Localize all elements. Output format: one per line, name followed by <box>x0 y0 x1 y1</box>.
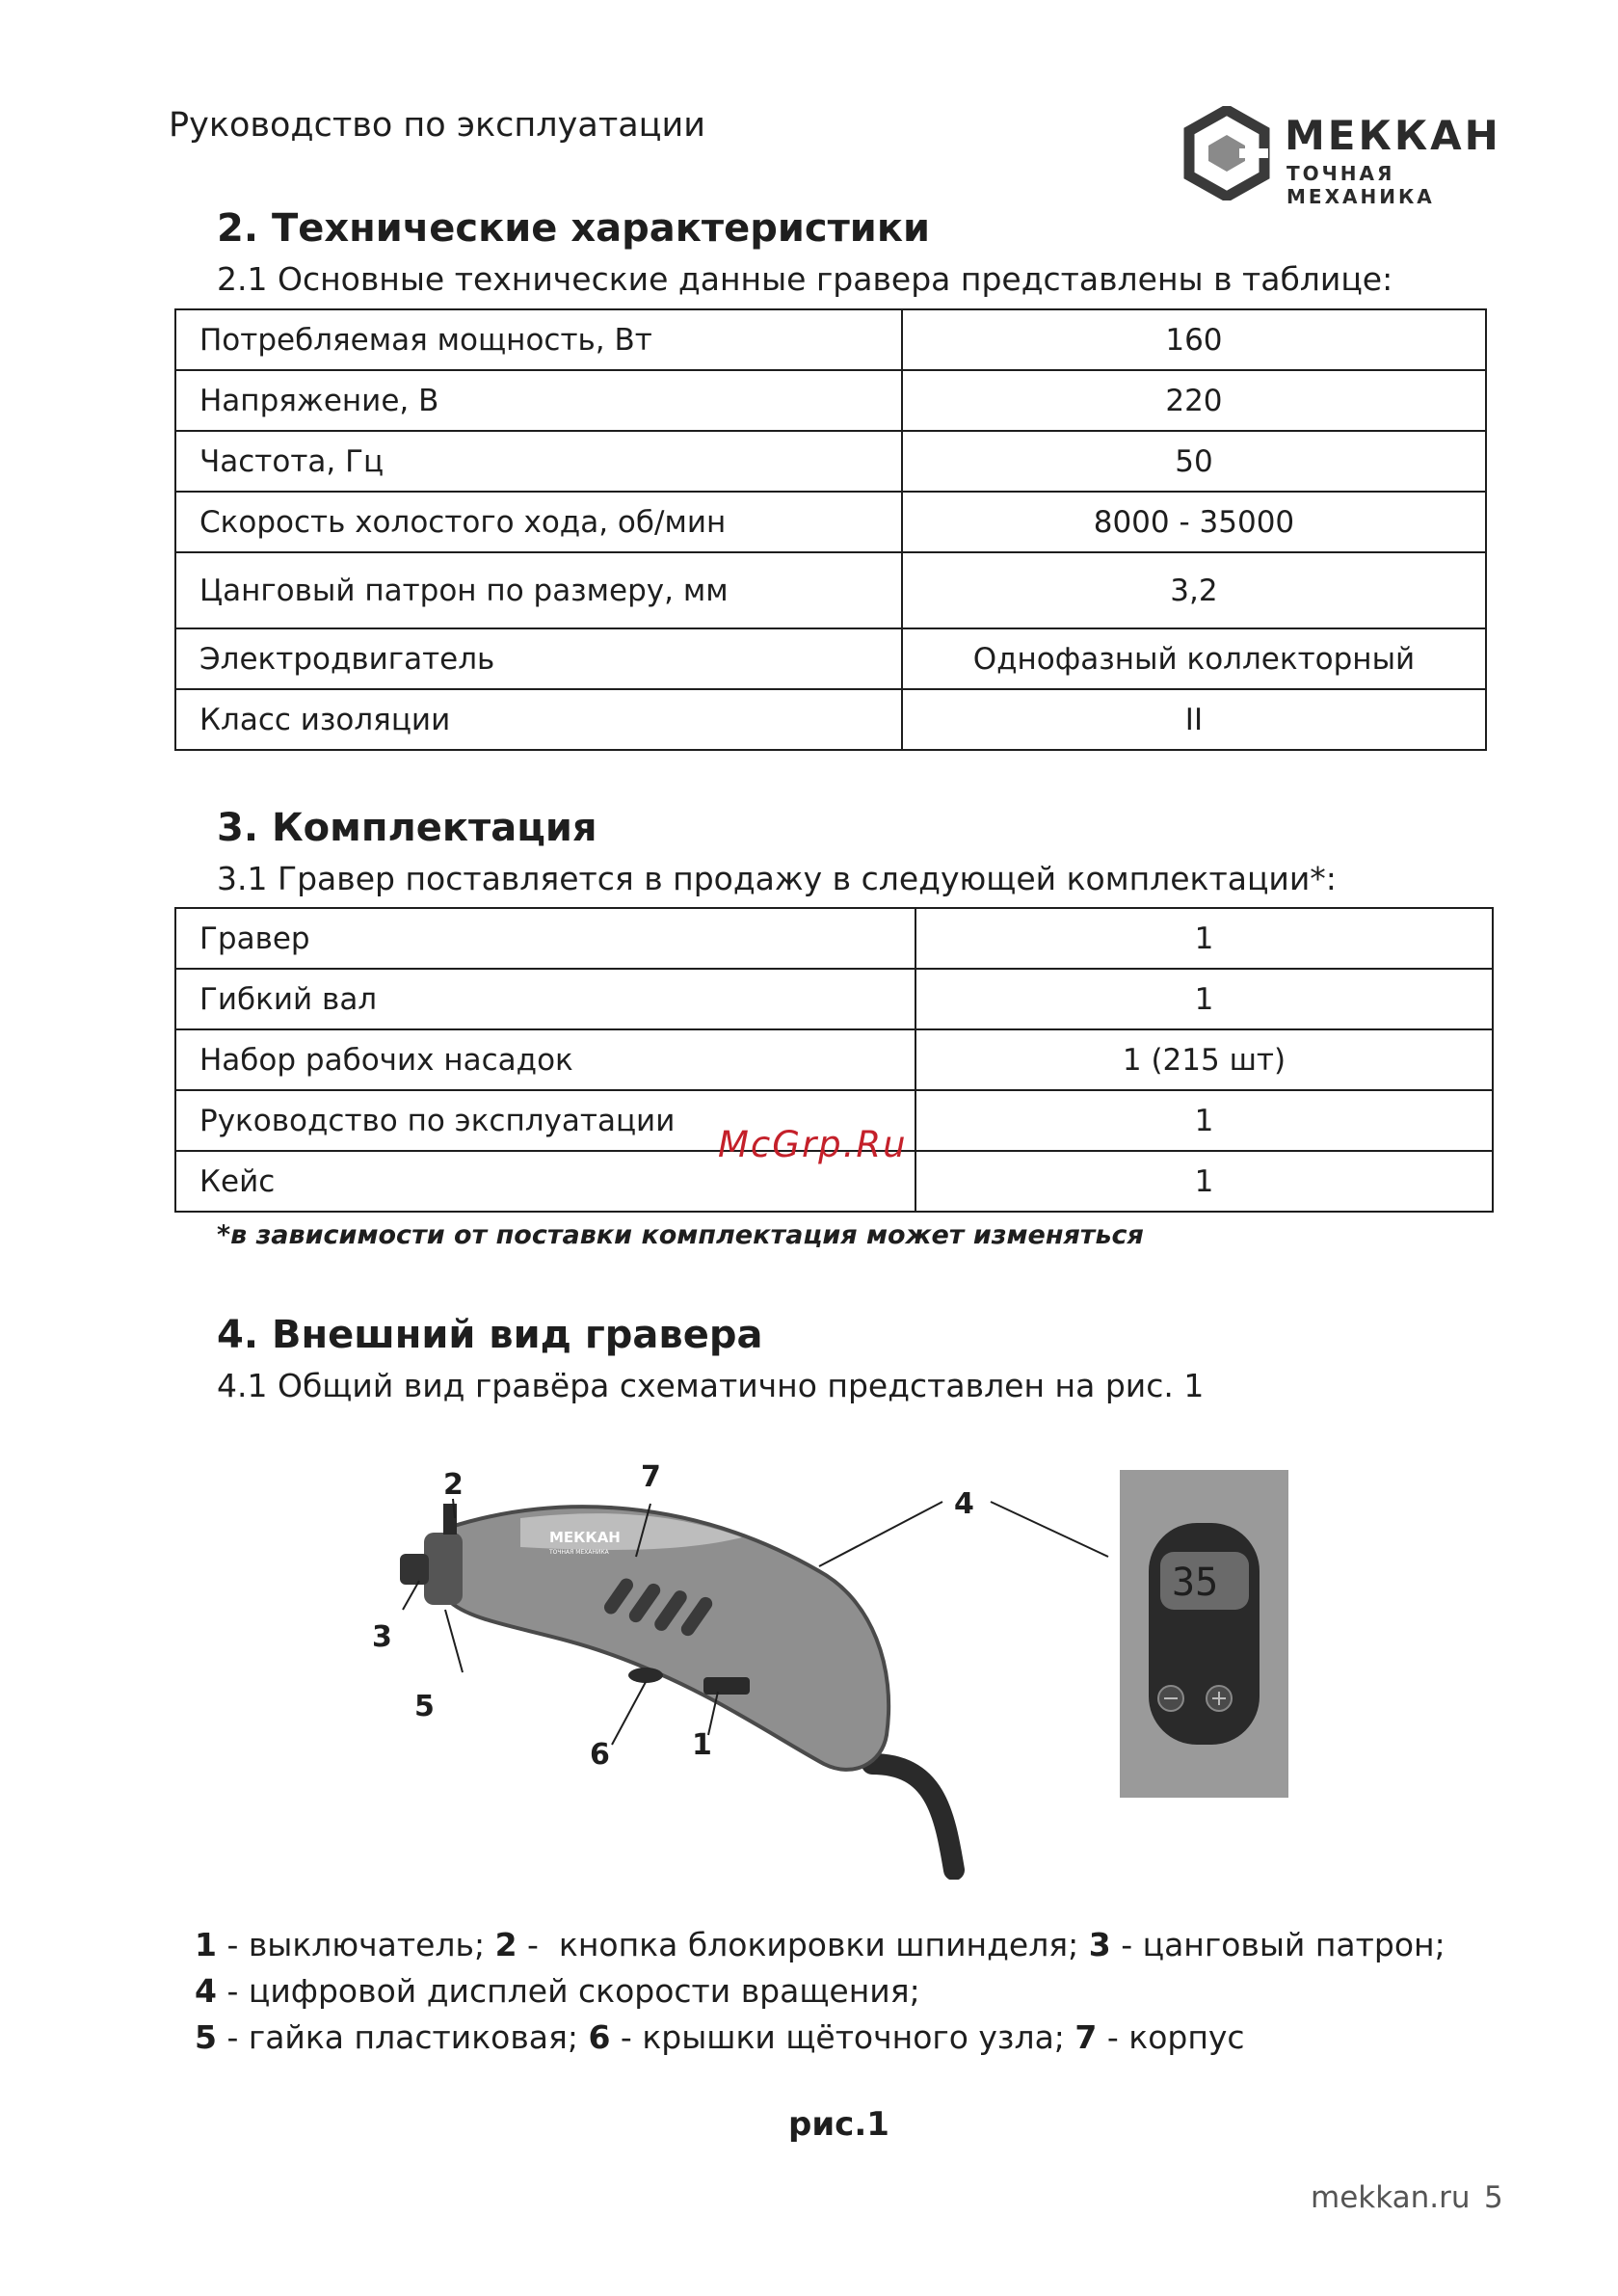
section-4-heading: 4. Внешний вид гравера <box>217 1313 763 1357</box>
table-row <box>175 628 1486 689</box>
brand-logo <box>1183 106 1511 208</box>
callout-4: 4 <box>954 1487 974 1521</box>
section-3-heading: 3. Комплектация <box>217 806 597 850</box>
legend-num: 7 <box>1074 2018 1098 2056</box>
callout-1: 1 <box>692 1728 712 1762</box>
legend-line-1 <box>195 1926 1446 1963</box>
item-label: Гибкий вал <box>175 969 915 1029</box>
table-row <box>175 908 1493 969</box>
table-row <box>175 552 1486 628</box>
legend-text: - гайка пластиковая; <box>216 2018 589 2056</box>
legend-text: - цанговый патрон; <box>1110 1926 1446 1963</box>
spec-value: 50 <box>902 431 1486 492</box>
logo-brand-name: МЕККАН <box>1285 112 1501 159</box>
spec-value: 8000 - 35000 <box>902 492 1486 552</box>
package-contents-table <box>174 907 1494 1213</box>
table-row <box>175 689 1486 750</box>
item-quantity: 1 <box>915 1151 1493 1212</box>
collet-chuck <box>400 1554 429 1585</box>
legend-num: 5 <box>195 2018 217 2056</box>
engraver-illustration <box>318 1446 1311 1880</box>
spec-value: 160 <box>902 309 1486 370</box>
section-3-intro: 3.1 Гравер поставляется в продажу в следующей комплектации*: <box>217 860 1337 897</box>
legend-num: 3 <box>1088 1926 1111 1963</box>
spec-label: Частота, Гц <box>175 431 902 492</box>
brush-cap <box>628 1668 663 1683</box>
legend-num: 2 <box>494 1926 517 1963</box>
spec-value: Однофазный коллекторный <box>902 628 1486 689</box>
item-quantity: 1 <box>915 969 1493 1029</box>
item-quantity: 1 <box>915 1090 1493 1151</box>
legend-num: 1 <box>195 1926 217 1963</box>
legend-line-2 <box>195 1972 920 2010</box>
legend-num: 4 <box>195 1972 217 2010</box>
callout-7: 7 <box>641 1460 661 1494</box>
item-label: Кейс <box>175 1151 915 1212</box>
item-label: Руководство по эксплуатации <box>175 1090 915 1151</box>
table-row <box>175 1029 1493 1090</box>
item-quantity: 1 <box>915 908 1493 969</box>
spec-value: 220 <box>902 370 1486 431</box>
callout-5: 5 <box>414 1690 435 1723</box>
item-quantity: 1 (215 шт) <box>915 1029 1493 1090</box>
table-row <box>175 431 1486 492</box>
legend-text: - крышки щёточного узла; <box>610 2018 1075 2056</box>
power-switch <box>703 1677 750 1695</box>
table-row <box>175 969 1493 1029</box>
tech-specs-table <box>174 308 1487 751</box>
legend-text: - цифровой дисплей скорости вращения; <box>216 1972 920 2010</box>
legend-text: - выключатель; <box>216 1926 495 1963</box>
logo-tagline: ТОЧНАЯ МЕХАНИКА <box>1286 162 1435 208</box>
spec-label: Класс изоляции <box>175 689 902 750</box>
legend-text: - кнопка блокировки шпинделя; <box>517 1926 1089 1963</box>
callout-6: 6 <box>590 1738 610 1772</box>
page-number: 5 <box>1484 2180 1503 2215</box>
legend-num: 6 <box>588 2018 611 2056</box>
legend-line-3 <box>195 2018 1245 2056</box>
section-2-heading: 2. Технические характеристики <box>217 206 930 251</box>
hexagon-logo-icon <box>1183 106 1270 200</box>
item-label: Гравер <box>175 908 915 969</box>
table-row <box>175 370 1486 431</box>
table-row <box>175 309 1486 370</box>
table-row <box>175 492 1486 552</box>
spec-label: Электродвигатель <box>175 628 902 689</box>
spec-value: 3,2 <box>902 552 1486 628</box>
spec-label: Напряжение, В <box>175 370 902 431</box>
watermark: McGrp.Ru <box>718 1124 908 1165</box>
spec-value: II <box>902 689 1486 750</box>
callout-3: 3 <box>372 1620 392 1654</box>
figure-caption: рис.1 <box>788 2105 889 2144</box>
item-label: Набор рабочих насадок <box>175 1029 915 1090</box>
footer-website: mekkan.ru <box>1311 2180 1471 2215</box>
section-2-intro: 2.1 Основные технические данные гравера представлены в таблице: <box>217 260 1393 298</box>
running-header: Руководство по эксплуатации <box>169 106 705 145</box>
spec-label: Скорость холостого хода, об/мин <box>175 492 902 552</box>
tool-logo-subtext: ТОЧНАЯ МЕХАНИКА <box>549 1549 609 1556</box>
spec-label: Цанговый патрон по размеру, мм <box>175 552 902 628</box>
package-footnote: *в зависимости от поставки комплектация может изменяться <box>217 1220 1144 1250</box>
section-4-intro: 4.1 Общий вид гравёра схематично представлен на рис. 1 <box>217 1367 1205 1404</box>
tool-logo-text: МЕККАН <box>549 1529 621 1546</box>
plastic-nut <box>424 1533 463 1605</box>
legend-text: - корпус <box>1097 2018 1245 2056</box>
callout-2: 2 <box>443 1468 464 1502</box>
speed-readout: 35 <box>1172 1561 1219 1605</box>
spec-label: Потребляемая мощность, Вт <box>175 309 902 370</box>
